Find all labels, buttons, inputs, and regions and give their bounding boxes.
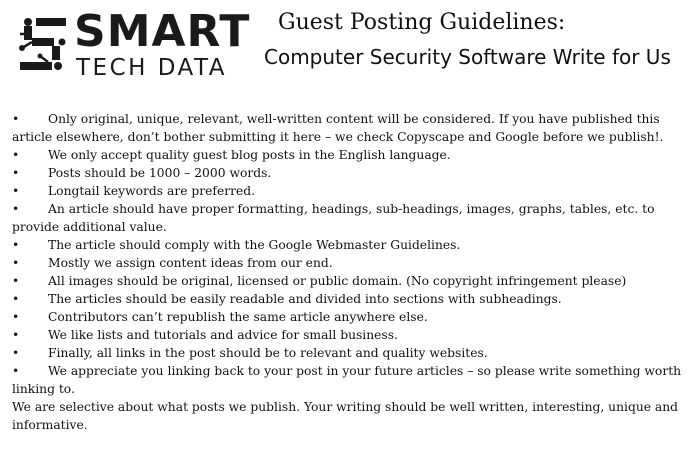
guideline-text: Contributors can’t republish the same article anywhere else. <box>48 310 428 324</box>
guideline-item <box>12 272 692 290</box>
guideline-item <box>12 326 692 344</box>
guideline-text: We like lists and tutorials and advice for small business. <box>48 328 398 342</box>
guideline-text: Only original, unique, relevant, well-written content will be considered. If you have published this article elsewhere, don’t bother submitting it here – we check Copyscape and Google before we publish!. <box>12 112 664 144</box>
logo-subtext: TECH DATA <box>76 55 227 81</box>
guideline-item <box>12 164 692 182</box>
guideline-item <box>12 362 692 398</box>
closing-paragraph: We are selective about what posts we publish. Your writing should be well written, interesting, unique and informative. <box>12 400 679 432</box>
guideline-item <box>12 254 692 272</box>
guideline-text: Posts should be 1000 – 2000 words. <box>48 166 272 180</box>
guideline-item <box>12 236 692 254</box>
guideline-text: Longtail keywords are preferred. <box>48 184 256 198</box>
bullet-icon: • <box>12 202 20 216</box>
page-title: Guest Posting Guidelines: <box>278 10 566 35</box>
bullet-icon: • <box>12 274 20 288</box>
bullet-icon: • <box>12 292 20 306</box>
guideline-item <box>12 110 692 146</box>
circuit-s-logo-icon <box>18 16 68 76</box>
guideline-text: An article should have proper formatting, headings, sub-headings, images, graphs, tables, etc. to provide additional value. <box>12 202 655 234</box>
guideline-text: We appreciate you linking back to your post in your future articles – so please write something worth linking to. <box>12 364 682 396</box>
bullet-icon: • <box>12 184 20 198</box>
guideline-text: All images should be original, licensed or public domain. (No copyright infringement please) <box>48 274 627 288</box>
page-subtitle: Computer Security Software Write for Us <box>264 45 671 69</box>
bullet-icon: • <box>12 112 20 126</box>
guideline-item <box>12 146 692 164</box>
bullet-icon: • <box>12 310 20 324</box>
guideline-item <box>12 308 692 326</box>
bullet-icon: • <box>12 166 20 180</box>
bullet-icon: • <box>12 256 20 270</box>
bullet-icon: • <box>12 328 20 342</box>
guideline-text: Mostly we assign content ideas from our end. <box>48 256 333 270</box>
guideline-text: We only accept quality guest blog posts in the English language. <box>48 148 451 162</box>
guideline-item <box>12 182 692 200</box>
guideline-item <box>12 200 692 236</box>
guideline-item <box>12 290 692 308</box>
guideline-text: The article should comply with the Google Webmaster Guidelines. <box>48 238 461 252</box>
guideline-item <box>12 344 692 362</box>
site-logo[interactable] <box>18 6 251 82</box>
bullet-icon: • <box>12 238 20 252</box>
guideline-text: The articles should be easily readable and divided into sections with subheadings. <box>48 292 562 306</box>
logo-wordmark: SMART <box>74 6 251 57</box>
guideline-text: Finally, all links in the post should be to relevant and quality websites. <box>48 346 488 360</box>
bullet-icon: • <box>12 346 20 360</box>
guidelines-list <box>12 110 692 398</box>
guidelines-content <box>12 110 692 434</box>
bullet-icon: • <box>12 148 20 162</box>
bullet-icon: • <box>12 364 20 378</box>
page-header <box>0 0 700 95</box>
